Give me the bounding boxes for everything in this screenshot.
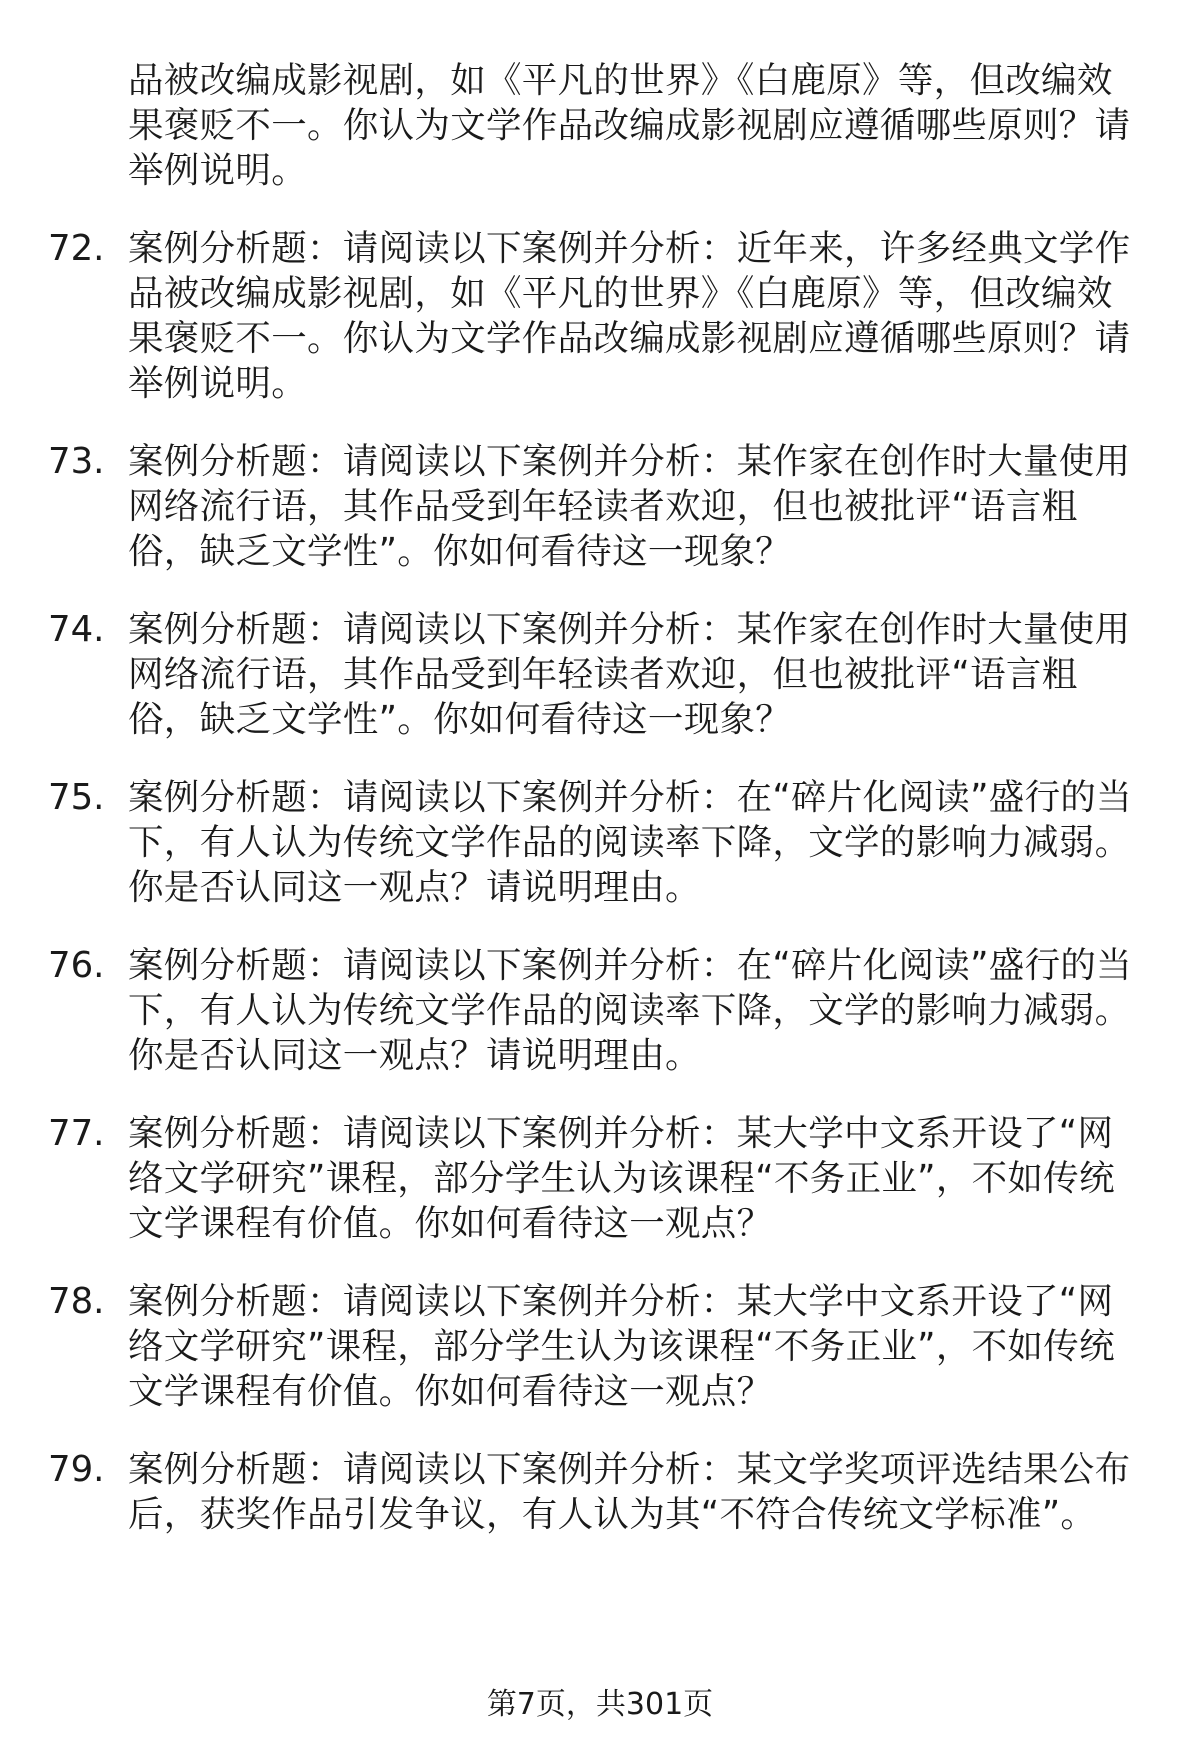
continued-question-text: 品被改编成影视剧，如《平凡的世界》《白鹿原》等，但改编效果褒贬不一。你认为文学作品改编成影视剧应遵循哪些原则？请举例说明。 [128,60,1131,191]
question-item [48,1447,1148,1537]
question-text: 案例分析题：请阅读以下案例并分析：某作家在创作时大量使用网络流行语，其作品受到年轻读者欢迎，但也被批评“语言粗俗，缺乏文学性”。你如何看待这一现象？ [128,441,1131,572]
question-number: 77. [48,1113,105,1154]
question-text: 案例分析题：请阅读以下案例并分析：近年来，许多经典文学作品被改编成影视剧，如《平凡的世界》《白鹿原》等，但改编效果褒贬不一。你认为文学作品改编成影视剧应遵循哪些原则？请举例说明。 [128,228,1131,404]
question-item [48,439,1148,574]
question-number: 74. [48,609,105,650]
question-number: 73. [48,441,105,482]
question-item [48,226,1148,406]
question-list [48,58,1148,1570]
question-text: 案例分析题：请阅读以下案例并分析：某作家在创作时大量使用网络流行语，其作品受到年轻读者欢迎，但也被批评“语言粗俗，缺乏文学性”。你如何看待这一现象？ [128,609,1131,740]
question-text: 案例分析题：请阅读以下案例并分析：某大学中文系开设了“网络文学研究”课程，部分学生认为该课程“不务正业”，不如传统文学课程有价值。你如何看待这一观点？ [128,1281,1115,1412]
question-number: 79. [48,1449,105,1490]
question-number: 72. [48,228,105,269]
question-item [48,607,1148,742]
question-text: 案例分析题：请阅读以下案例并分析：某大学中文系开设了“网络文学研究”课程，部分学生认为该课程“不务正业”，不如传统文学课程有价值。你如何看待这一观点？ [128,1113,1115,1244]
question-text: 案例分析题：请阅读以下案例并分析：在“碎片化阅读”盛行的当下，有人认为传统文学作品的阅读率下降，文学的影响力减弱。你是否认同这一观点？请说明理由。 [128,945,1132,1076]
question-number: 78. [48,1281,105,1322]
page-number-footer: 第7页，共301页 [486,1687,714,1722]
question-text: 案例分析题：请阅读以下案例并分析：在“碎片化阅读”盛行的当下，有人认为传统文学作品的阅读率下降，文学的影响力减弱。你是否认同这一观点？请说明理由。 [128,777,1132,908]
question-item [48,1111,1148,1246]
question-item [48,775,1148,910]
question-number: 76. [48,945,105,986]
question-number: 75. [48,777,105,818]
question-item [48,943,1148,1078]
question-item [48,1279,1148,1414]
question-text: 案例分析题：请阅读以下案例并分析：某文学奖项评选结果公布后，获奖作品引发争议，有人认为其“不符合传统文学标准”。 [128,1449,1131,1535]
